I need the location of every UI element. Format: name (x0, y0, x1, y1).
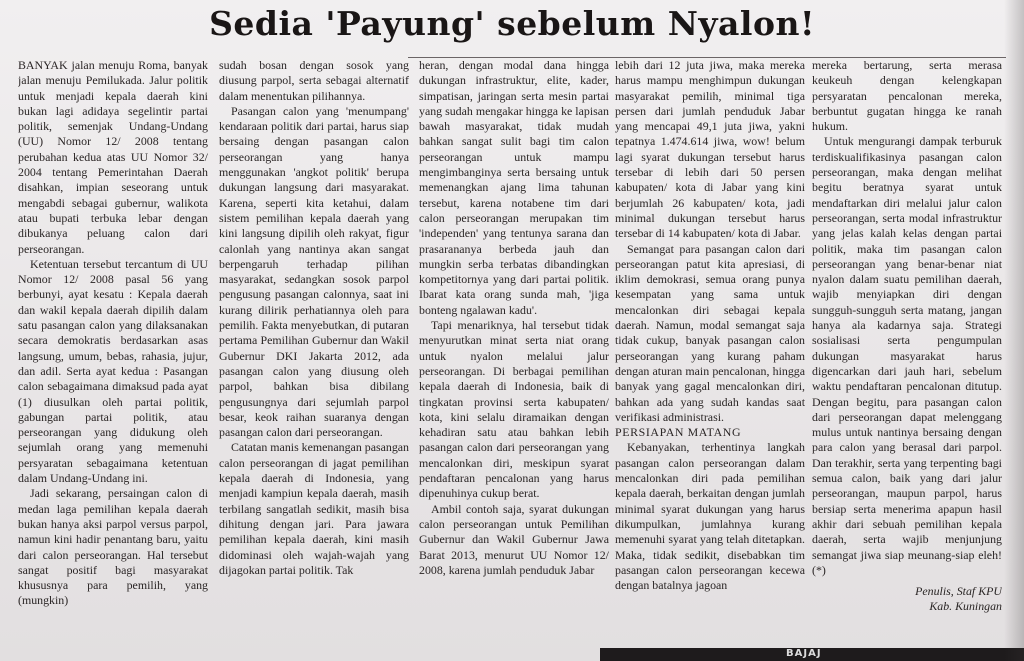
paragraph: BANYAK jalan menuju Roma, banyak jalan menuju Pemilukada. Jalur politik untuk menjadi kepala daerah kini bukan lagi adidaya segelintir partai politik, semenjak Undang-Undang (UU) Nomor 12/ 2008 tentang perubahan kedua atas UU Nomor 32/ 2004 tentang Pemerintahan Daerah disahkan, impian seseorang untuk mengabdi sebagai gubernur, walikota atau bupati terbuka lebar dengan dibukanya peluang calon dari perseorangan. (18, 58, 208, 256)
author-signature (812, 584, 1002, 615)
signature-line-1: Penulis, Staf KPU (915, 584, 1002, 599)
paragraph: Kebanyakan, terhentinya langkah pasangan calon perseorangan dalam mencalonkan diri pada pemilihan kepala daerah, berkaitan dengan jumlah minimal syarat dukungan yang harus dikumpulkan, jumlahnya kurang memenuhi syarat yang telah ditetapkan. Maka, tidak sedikit, disebabkan tim pasangan calon perseorangan kecewa dengan batalnya jagoan (615, 440, 805, 593)
article-column-3 (419, 58, 609, 648)
article-column-5 (812, 58, 1002, 658)
signature-line-2: Kab. Kuningan (929, 599, 1002, 614)
paragraph: Catatan manis kemenangan pasangan calon perseorangan di jagat pemilihan kepala daerah di Indonesia, yang menjadi kampiun kepala daerah, masih terbilang sangatlah sedikit, masih bisa dihitung dengan jari. Para jawara pemilihan kepala daerah, kini masih didominasi oleh wajah-wajah yang dijagokan partai politik. Tak (219, 440, 409, 577)
paragraph: mereka bertarung, serta merasa keukeuh dengan kelengkapan persyaratan pencalonan mereka, berbuntut gugatan hingga ke ranah hukum. (812, 58, 1002, 134)
paragraph: Pasangan calon yang 'menumpang' kendaraan politik dari partai, harus siap bersaing dengan pasangan calon perseorangan yang hanya menggunakan 'angkot politik' berupa dukungan langsung dari masyarakat. Karena, seperti kita ketahui, dalam sistem pemilihan kepala daerah yang kini langsung dipilih oleh rakyat, figur calonlah yang nantinya akan sangat berpengaruh terhadap pilihan masyarakat, sedangkan sosok parpol pengusung pasangan calonnya, saat ini kurang dilirik perhatiannya oleh para pemilih. Fakta menyebutkan, di putaran pertama Pemilihan Gubernur dan Wakil Gubernur DKI Jakarta 2012, ada pasangan calon yang diusung oleh parpol, bahkan bisa dibilang pengusungnya dari sejumlah parpol besar, keok raihan suaranya dengan pasangan calon dari perseorangan. (219, 103, 409, 440)
paragraph: heran, dengan modal dana hingga dukungan infrastruktur, elite, kader, simpatisan, jaringan serta mesin partai yang sudah mengakar hingga ke lapisan bawah masyarakat, tidak mudah bahkan sangat sulit bagi tim calon perseorangan untuk mampu mengimbanginya serta bersaing untuk memenangkan ajang lima tahunan tersebut, karena notabene tim dari calon perseorangan merupakan tim 'independen' yang tentunya sarana dan prasarananya berbeda jauh dan mungkin serba terbatas dibandingkan kompetitornya yang dari partai politik. Ibarat kata orang sunda mah, 'jiga bonteng ngalawan kadu'. (419, 58, 609, 317)
paragraph: Ambil contoh saja, syarat dukungan calon perseorangan untuk Pemilihan Gubernur dan Wakil Gubernur Jawa Barat 2013, menurut UU Nomor 12/ 2008, karena jumlah penduduk Jabar (419, 501, 609, 577)
paragraph: Tapi menariknya, hal tersebut tidak menyurutkan minat serta niat orang untuk nyalon melalui jalur perseorangan. Di berbagai pemilihan kepala daerah di Indonesia, baik di tingkatan provinsi serta kabupaten/ kota, kini selalu diramaikan dengan kehadiran satu atau bahkan lebih pasangan calon dari perseorangan yang mencalonkan diri, meskipun syarat pendaftaran pencalonan yang harus dipenuhinya cukup berat. (419, 318, 609, 501)
article-column-4 (615, 58, 805, 648)
article-column-2 (219, 58, 409, 658)
paragraph: Jadi sekarang, persaingan calon di medan laga pemilihan kepala daerah bukan hanya aksi parpol versus parpol, namun kini hadir penantang baru, yaitu dari calon perseorangan. Hal tersebut sangat positif bagi masyarakat khususnya para pemilih, yang (mungkin) (18, 486, 208, 608)
headline: Sedia 'Payung' sebelum Nyalon! (209, 4, 815, 43)
subheading: PERSIAPAN MATANG (615, 425, 742, 440)
paragraph: Semangat para pasangan calon dari perseorangan patut kita apresiasi, di iklim demokrasi, semua orang punya kesempatan yang sama untuk mencalonkan diri sebagai kepala daerah. Namun, modal semangat saja tidak cukup, banyak pasangan calon perseorangan yang kurang paham dengan aturan main pencalonan, hingga banyak yang gagal mencalonkan diri, bahkan ada yang sudah kandas saat verifikasi administrasi. (615, 241, 805, 424)
page-fold-shadow (1004, 0, 1024, 661)
paragraph: lebih dari 12 juta jiwa, maka mereka harus mampu menghimpun dukungan masyarakat pemilih, minimal tiga persen dari jumlah penduduk Jabar yang mencapai 49,1 juta jiwa, yakni tepatnya 1.474.614 jiwa, wow! belum lagi syarat dukungan tersebut harus tersebar di lebih dari 50 persen kabupaten/ kota di Jabar yang kini berjumlah 26 kabupaten/ kota, jadi minimal dukungan tersebut harus tersebar di 14 kabupaten/ kota di Jabar. (615, 58, 805, 241)
paragraph: Untuk mengurangi dampak terburuk terdiskualifikasinya pasangan calon perseorangan, maka dengan melihat begitu beratnya syarat untuk mendaftarkan diri melalui jalur calon perseorangan, serta modal infrastruktur yang jelas kalah kelas dengan partai politik, maka tim pasangan calon perseorangan yang benar-benar niat nyalon dalam suatu pemilihan daerah, wajib menyiapkan diri dengan sungguh-sungguh serta matang, jangan hanya ala kadarnya saja. Strategi sosialisasi serta pengumpulan dukungan masyarakat harus digencarkan dari jauh hari, sebelum waktu pendaftaran pencalonan ditutup. Dengan begitu, para pasangan calon dari perseorangan dapat melenggang mulus untuk nantinya bersaing dengan para calon yang berasal dari parpol. Dan terakhir, serta yang terpenting bagi semua calon, baik yang dari jalur perseorangan, maupun parpol, harus bersiap serta menerima apapun hasil akhir dari sebuah pemilihan kepala daerah, serta wajib menjunjung semangat jiwa siap meunang-siap eleh! (*) (812, 134, 1002, 577)
paragraph: sudah bosan dengan sosok yang diusung parpol, serta sebagai alternatif dalam menentukan pilihannya. (219, 58, 409, 103)
article-column-1 (18, 58, 208, 658)
paragraph: Ketentuan tersebut tercantum di UU Nomor 12/ 2008 pasal 56 yang berbunyi, ayat kesatu : Kepala daerah dan wakil kepala daerah dipilih dalam satu pasangan calon yang dilaksanakan secara demokratis berdasarkan asas langsung, umum, bebas, rahasia, jujur, dan adil. Serta ayat kedua : Pasangan calon sebagaimana dimaksud pada ayat (1) diusulkan oleh partai politik, gabungan partai politik, atau perseorangan yang didukung oleh sejumlah orang yang memenuhi persyaratan sebagaimana ketentuan dalam Undang-Undang ini. (18, 256, 208, 486)
bottom-ad-text: BAJAJ (786, 648, 822, 659)
